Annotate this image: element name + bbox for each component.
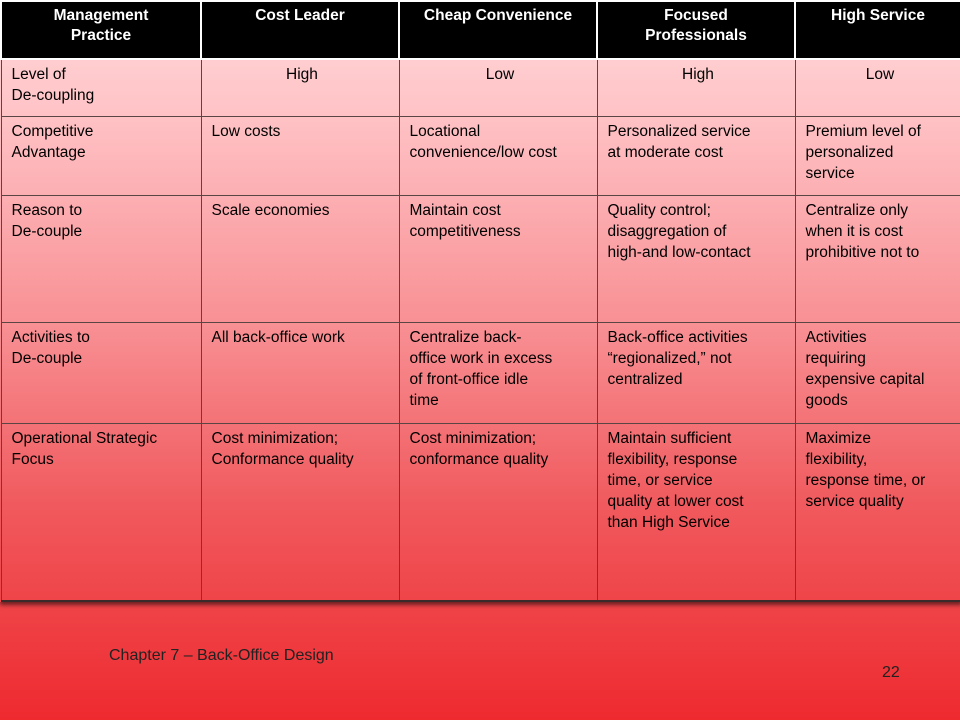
practice-cell: Reason to De-couple <box>1 195 201 322</box>
high-service-cell: Activities requiring expensive capital goods <box>795 322 960 423</box>
table-row <box>1 59 960 116</box>
practice-cell: Operational Strategic Focus <box>1 423 201 601</box>
cheap-convenience-cell: Centralize back- office work in excess of front-office idle time <box>399 322 597 423</box>
table-row <box>1 195 960 322</box>
focused-professionals-cell: High <box>597 59 795 116</box>
focused-professionals-cell: Back-office activities “regionalized,” not centralized <box>597 322 795 423</box>
table-row <box>1 116 960 195</box>
practice-cell: Level of De-coupling <box>1 59 201 116</box>
cheap-convenience-cell: Locational convenience/low cost <box>399 116 597 195</box>
practice-cell: Activities to De-couple <box>1 322 201 423</box>
chapter-footer: Chapter 7 – Back-Office Design <box>109 647 334 664</box>
high-service-cell: Low <box>795 59 960 116</box>
header-cost-leader: Cost Leader <box>201 1 399 59</box>
cost-leader-cell: Low costs <box>201 116 399 195</box>
focused-professionals-cell: Maintain sufficient flexibility, response time, or service quality at lower cost than High Service <box>597 423 795 601</box>
cheap-convenience-cell: Low <box>399 59 597 116</box>
focused-professionals-cell: Quality control; disaggregation of high-and low-contact <box>597 195 795 322</box>
header-focused-professionals: Focused Professionals <box>597 1 795 59</box>
cheap-convenience-cell: Maintain cost competitiveness <box>399 195 597 322</box>
header-cheap-convenience: Cheap Convenience <box>399 1 597 59</box>
high-service-cell: Maximize flexibility, response time, or service quality <box>795 423 960 601</box>
practice-cell: Competitive Advantage <box>1 116 201 195</box>
focused-professionals-cell: Personalized service at moderate cost <box>597 116 795 195</box>
page-number: 22 <box>882 664 900 681</box>
high-service-cell: Premium level of personalized service <box>795 116 960 195</box>
header-high-service: High Service <box>795 1 960 59</box>
table-header-row <box>1 1 960 59</box>
cost-leader-cell: High <box>201 59 399 116</box>
table-row <box>1 322 960 423</box>
cost-leader-cell: All back-office work <box>201 322 399 423</box>
table-row <box>1 423 960 601</box>
cost-leader-cell: Cost minimization; Conformance quality <box>201 423 399 601</box>
cost-leader-cell: Scale economies <box>201 195 399 322</box>
header-management-practice: Management Practice <box>1 1 201 59</box>
high-service-cell: Centralize only when it is cost prohibitive not to <box>795 195 960 322</box>
cheap-convenience-cell: Cost minimization; conformance quality <box>399 423 597 601</box>
